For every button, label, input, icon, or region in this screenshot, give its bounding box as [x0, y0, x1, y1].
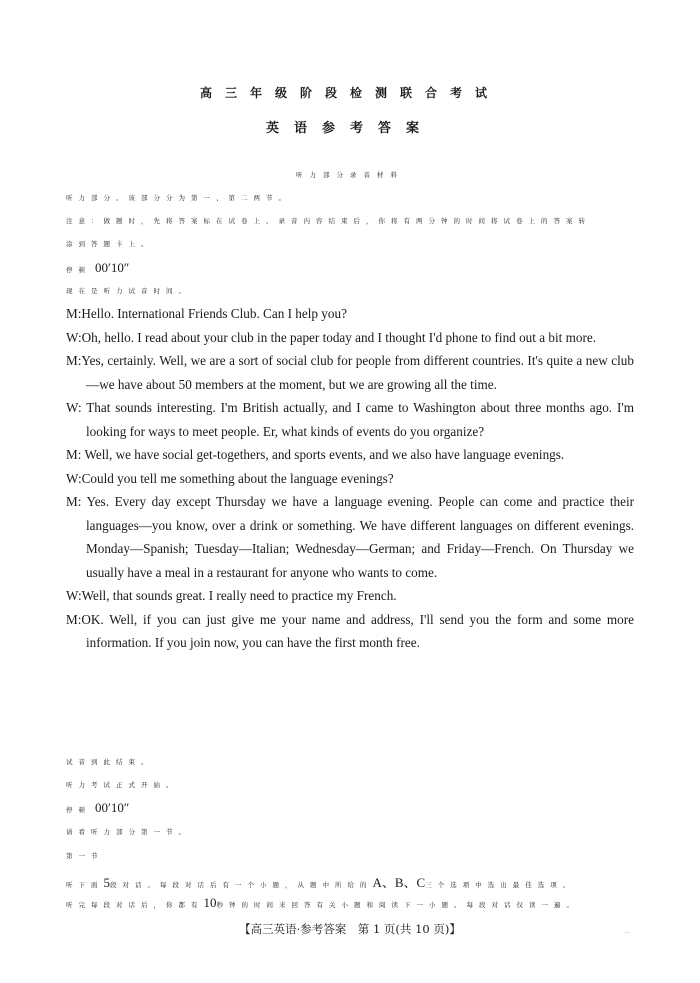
- dialogue-transcript: [66, 302, 634, 655]
- dialogue-turn: M:OK. Well, if you can just give me your name and address, I'll send you the form and some more information. If you join now, you can have the first month free.: [66, 611, 634, 650]
- line6-text-a: 听完每段对话后，你都有: [66, 901, 204, 909]
- page-footer: 【高三英语·参考答案 第 1 页(共 10 页)】: [239, 922, 461, 936]
- line6-text-b: 秒钟的时间来回答有关小题和阅读下一小题。每段对话仅读一遍。: [216, 901, 579, 909]
- intro-line-3: 涂到答题卡上。: [66, 240, 154, 248]
- dialogue-turn: W:Oh, hello. I read about your club in the paper today and I thought I'd phone to find out a bit more.: [66, 329, 596, 345]
- dialogue-turn: M:Hello. International Friends Club. Can I help you?: [66, 306, 347, 321]
- corner-mark: …: [624, 928, 630, 935]
- intro-line-1: 听力部分。该部分分为第一、第二两节。: [66, 194, 291, 202]
- dialogue-turn: M: Yes. Every day except Thursday we have a language evening. People can come and practice their languages—you know, over a drink or something. We have different languages on different evenings. Monday—Spanish; Tuesday—Italian; Wednesday—German; and Friday—French. On Thursday we usually have a meal in a restaurant for anyone who wants to come.: [66, 494, 634, 580]
- dialogue-turn: W:Could you tell me something about the language evenings?: [66, 470, 394, 486]
- pause-label: 停顿: [66, 806, 91, 814]
- after-line-2: 听力考试正式开始。: [66, 781, 179, 789]
- dialogue-turn: W:Well, that sounds great. I really need to practice my French.: [66, 588, 397, 603]
- after-line-6: [66, 895, 641, 911]
- intro-line-2: 注意：做题时，先将答案标在试卷上。录音内容结束后，你将有两分钟的时间将试卷上的答案转: [66, 217, 591, 225]
- pause-value: 00′10″: [95, 260, 130, 275]
- intro-line-4: 现在是听力试音时间。: [66, 287, 191, 295]
- dialogue-turn: M:Yes, certainly. Well, we are a sort of social club for people from different countries. It's quite a new club—we have about 50 members at the moment, but we are growing all the time.: [66, 353, 634, 392]
- after-line-1: 试音到此结束。: [66, 758, 154, 766]
- line5-text-b: 段对话。每段对话后有一个小题，从题中所给的: [110, 881, 373, 889]
- line6-number: 10: [203, 895, 217, 910]
- pause-label: 停顿: [66, 266, 91, 274]
- after-line-4: 第一节: [66, 852, 104, 860]
- pause-line-2: [66, 800, 129, 816]
- pause-value: 00′10″: [95, 800, 130, 815]
- pause-line-1: [66, 260, 129, 276]
- line5-text-a: 听下面: [66, 881, 104, 889]
- after-line-3: 请看听力部分第一节。: [66, 828, 191, 836]
- exam-title: 高三年级阶段检测联合考试: [199, 86, 500, 100]
- dialogue-turn: M: Well, we have social get-togethers, and sports events, and we also have language evenings.: [66, 447, 565, 462]
- after-line-5: [66, 872, 641, 891]
- line5-number: 5: [103, 875, 110, 890]
- dialogue-turn: W: That sounds interesting. I'm British actually, and I came to Washington about three months ago. I'm looking for ways to meet people. Er, what kinds of events do you organize?: [66, 400, 634, 439]
- line5-text-c: 三个选项中选出最佳选项。: [425, 881, 576, 889]
- exam-subtitle: 英语参考答案: [265, 121, 434, 136]
- section-title: 听力部分录音材料: [296, 171, 404, 179]
- line5-options: A、B、C: [372, 875, 426, 890]
